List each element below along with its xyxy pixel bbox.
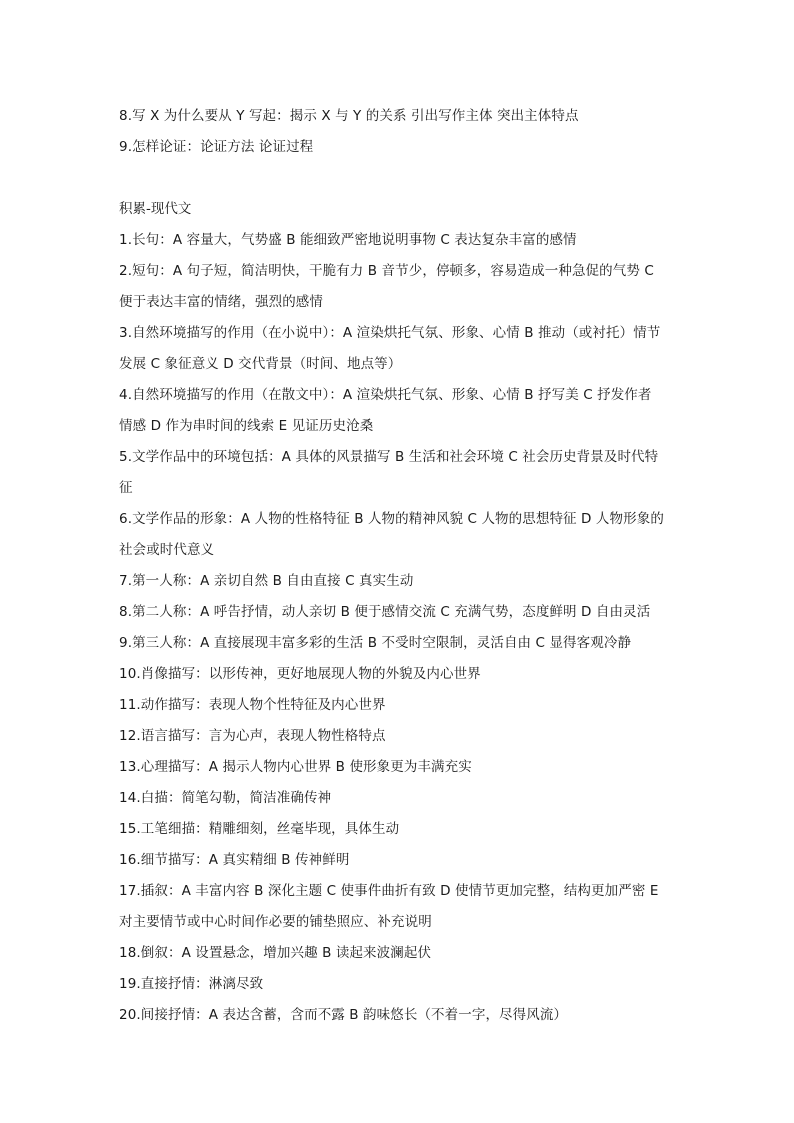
text-line: 发展 C 象征意义 D 交代背景（时间、地点等）: [119, 356, 402, 372]
text-line: 7.第一人称：A 亲切自然 B 自由直接 C 真实生动: [119, 573, 414, 589]
document-body: [119, 101, 679, 1031]
text-line: 情感 D 作为串时间的线索 E 见证历史沧桑: [119, 418, 374, 434]
text-line: 2.短句：A 句子短，简洁明快，干脆有力 B 音节少，停顿多，容易造成一种急促的气势 C: [119, 263, 654, 279]
text-line: 13.心理描写：A 揭示人物内心世界 B 使形象更为丰满充实: [119, 759, 472, 775]
text-line: 便于表达丰富的情绪，强烈的感情: [119, 294, 323, 310]
text-line: 20.间接抒情：A 表达含蓄，含而不露 B 韵味悠长（不着一字，尽得风流）: [119, 1007, 568, 1023]
text-line: 征: [119, 480, 133, 496]
text-line: 5.文学作品中的环境包括：A 具体的风景描写 B 生活和社会环境 C 社会历史背景及时代特: [119, 449, 659, 465]
text-line: 10.肖像描写：以形传神，更好地展现人物的外貌及内心世界: [119, 666, 481, 682]
text-line: 9.怎样论证：论证方法 论证过程: [119, 139, 314, 155]
text-line: 14.白描：简笔勾勒，简洁准确传神: [119, 790, 332, 806]
text-line: 8.写 X 为什么要从 Y 写起：揭示 X 与 Y 的关系 引出写作主体 突出主体特点: [119, 108, 579, 124]
text-line: 对主要情节或中心时间作必要的铺垫照应、补充说明: [119, 914, 432, 930]
text-line: 17.插叙：A 丰富内容 B 深化主题 C 使事件曲折有致 D 使情节更加完整，结构更加严密 E: [119, 883, 659, 899]
text-line: 8.第二人称：A 呼告抒情，动人亲切 B 便于感情交流 C 充满气势，态度鲜明 D 自由灵活: [119, 604, 651, 620]
text-line: 社会或时代意义: [119, 542, 215, 558]
text-line: 15.工笔细描：精雕细刻，丝毫毕现，具体生动: [119, 821, 400, 837]
text-line: 9.第三人称：A 直接展现丰富多彩的生活 B 不受时空限制，灵活自由 C 显得客观冷静: [119, 635, 632, 651]
text-line: 18.倒叙：A 设置悬念，增加兴趣 B 读起来波澜起伏: [119, 945, 432, 961]
text-line: 11.动作描写：表现人物个性特征及内心世界: [119, 697, 386, 713]
text-line: 4.自然环境描写的作用（在散文中）：A 渲染烘托气氛、形象、心情 B 抒写美 C 抒发作者: [119, 387, 652, 403]
text-line: 1.长句：A 容量大，气势盛 B 能细致严密地说明事物 C 表达复杂丰富的感情: [119, 232, 577, 248]
text-line: 6.文学作品的形象：A 人物的性格特征 B 人物的精神风貌 C 人物的思想特征 D 人物形象的: [119, 511, 664, 527]
text-line: 3.自然环境描写的作用（在小说中）：A 渲染烘托气氛、形象、心情 B 推动（或衬托）情节: [119, 325, 661, 341]
section-title: 积累-现代文: [119, 201, 192, 217]
text-line: 12.语言描写：言为心声，表现人物性格特点: [119, 728, 386, 744]
text-line: 16.细节描写：A 真实精细 B 传神鲜明: [119, 852, 350, 868]
text-line: 19.直接抒情：淋漓尽致: [119, 976, 264, 992]
spacer: [119, 163, 679, 194]
